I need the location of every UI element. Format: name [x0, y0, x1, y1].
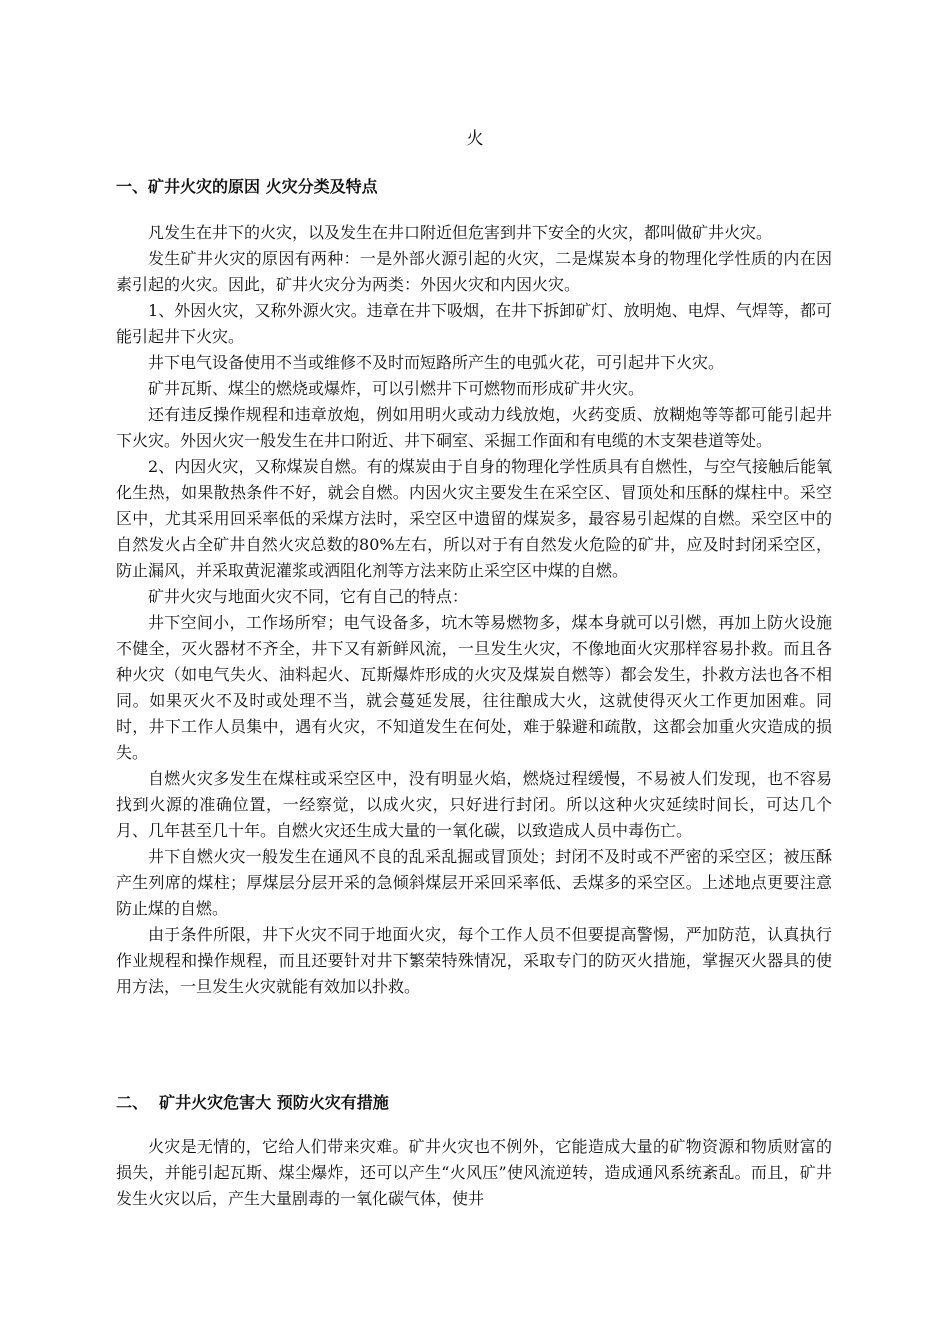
paragraph: 自燃火灾多发生在煤柱或采空区中，没有明显火焰，燃烧过程缓慢，不易被人们发现，也不容易找到火源的准确位置，一经察觉，以成火灾，只好进行封闭。所以这种火灾延续时间长，可达几个月、几年甚至几十年。自燃火灾还生成大量的一氧化碳，以致造成人员中毒伤亡。 — [116, 769, 832, 840]
page-title: 火 — [466, 129, 484, 149]
paragraph: 井下自燃火灾一般发生在通风不良的乱采乱掘或冒顶处；封闭不及时或不严密的采空区；被压酥产生列席的煤柱；厚煤层分层开采的急倾斜煤层开采回采率低、丢煤多的采空区。上述地点更要注意防止煤的自燃。 — [116, 847, 832, 918]
paragraph: 矿井火灾与地面火灾不同，它有自己的特点： — [148, 587, 469, 606]
paragraph: 发生矿井火灾的原因有两种：一是外部火源引起的火灾，二是煤炭本身的物理化学性质的内在因素引起的火灾。因此，矿井火灾分为两类：外因火灾和内因火灾。 — [116, 249, 832, 294]
paragraph: 井下电气设备使用不当或维修不及时而短路所产生的电弧火花，可引起井下火灾。 — [148, 353, 725, 372]
paragraph: 2、内因火灾，又称煤炭自燃。有的煤炭由于自身的物理化学性质具有自燃性，与空气接触后能氧化生热，如果散热条件不好，就会自燃。内因火灾主要发生在采空区、冒顶处和压酥的煤柱中。采空区中，尤其采用回采率低的采煤方法时，采空区中遗留的煤炭多，最容易引起煤的自燃。采空区中的自然发火占全矿井自然火灾总数的80%左右，所以对于有自然发火危险的矿井，应及时封闭采空区，防止漏风，并采取黄泥灌浆或洒阻化剂等方法来防止采空区中煤的自燃。 — [116, 457, 832, 580]
section-1-body — [116, 220, 832, 1000]
paragraph: 井下空间小，工作场所窄；电气设备多，坑木等易燃物多，煤本身就可以引燃，再加上防火设施不健全，灭火器材不齐全，井下又有新鲜风流，一旦发生火灾，不像地面火灾那样容易扑救。而且各种火灾（如电气失火、油料起火、瓦斯爆炸形成的火灾及煤炭自燃等）都会发生，扑救方法也各不相同。如果灭火不及时或处理不当，就会蔓延发展，往往酿成大火，这就使得灭火工作更加困难。同时，井下工作人员集中，遇有火灾，不知道发生在何处，难于躲避和疏散，这都会加重火灾造成的损失。 — [116, 613, 832, 762]
section-2-heading: 二、 矿井火灾危害大 预防火灾有措施 — [116, 1093, 389, 1112]
paragraph: 矿井瓦斯、煤尘的燃烧或爆炸，可以引燃井下可燃物而形成矿井火灾。 — [148, 379, 645, 398]
paragraph: 凡发生在井下的火灾，以及发生在井口附近但危害到井下安全的火灾，都叫做矿井火灾。 — [148, 223, 773, 242]
paragraph: 火灾是无情的，它给人们带来灾难。矿井火灾也不例外，它能造成大量的矿物资源和物质财富的损失，并能引起瓦斯、煤尘爆炸，还可以产生“火风压”使风流逆转，造成通风系统紊乱。而且，矿井发生火灾以后，产生大量剧毒的一氧化碳气体，使井 — [116, 1137, 832, 1208]
paragraph: 1、外因火灾，又称外源火灾。违章在井下吸烟，在井下拆卸矿灯、放明炮、电焊、气焊等，都可能引起井下火灾。 — [116, 301, 832, 346]
section-1-heading: 一、矿井火灾的原因 火灾分类及特点 — [116, 177, 378, 196]
paragraph: 由于条件所限，井下火灾不同于地面火灾，每个工作人员不但要提高警惕，严加防范，认真执行作业规程和操作规程，而且还要针对井下繁荣特殊情况，采取专门的防灭火措施，掌握灭火器具的使用方法，一旦发生火灾就能有效加以扑救。 — [116, 925, 832, 996]
section-2-body — [116, 1134, 832, 1212]
paragraph: 还有违反操作规程和违章放炮，例如用明火或动力线放炮，火药变质、放糊炮等等都可能引起井下火灾。外因火灾一般发生在井口附近、井下硐室、采掘工作面和有电缆的木支架巷道等处。 — [116, 405, 832, 450]
